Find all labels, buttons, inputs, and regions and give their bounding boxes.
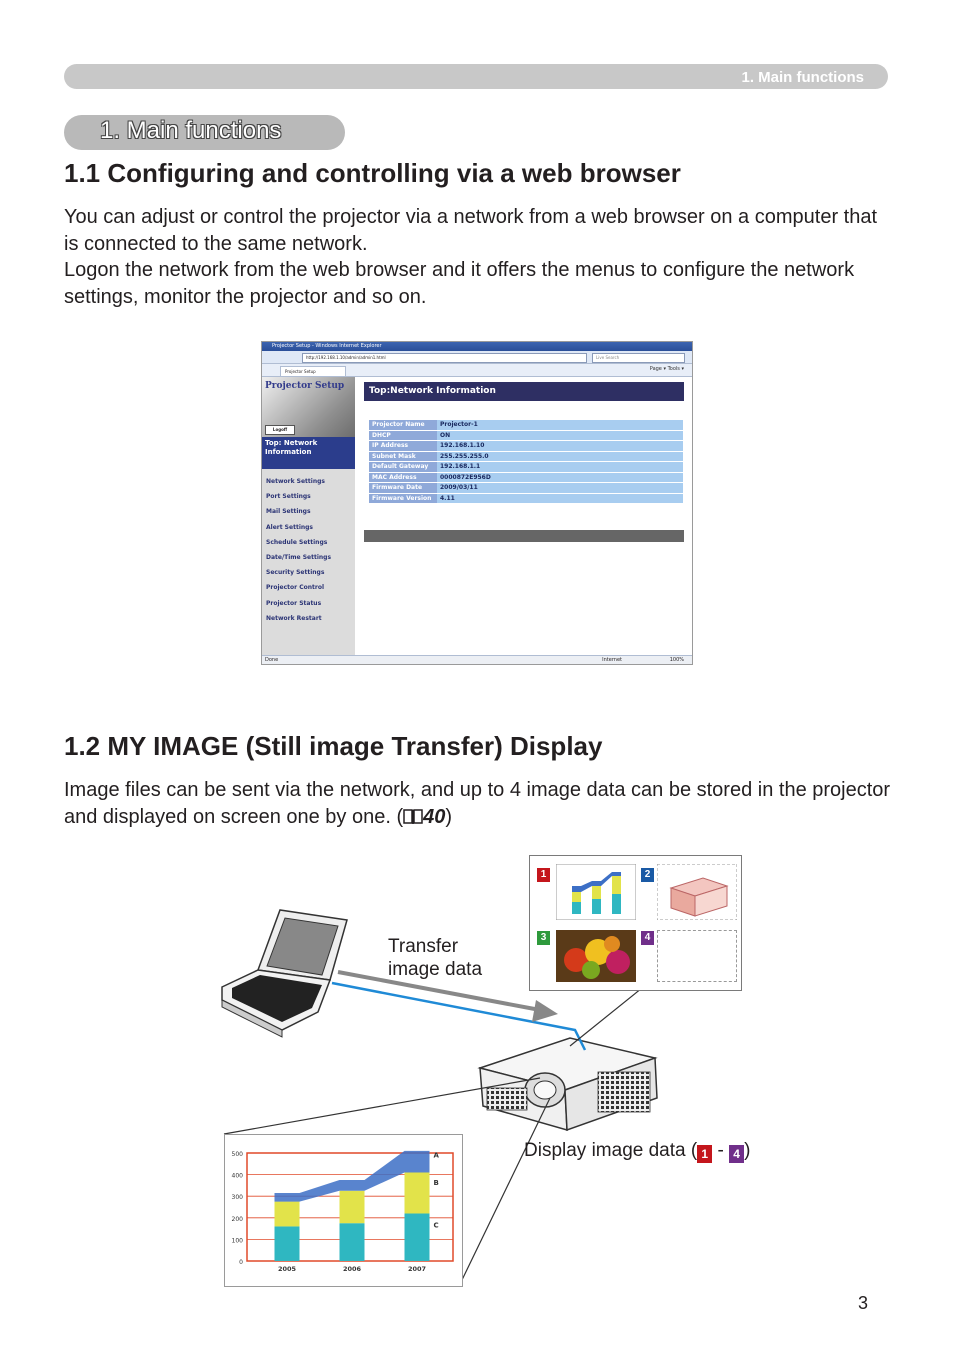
x-tick-label: 2007 <box>407 1265 427 1273</box>
bar-segment <box>405 1213 430 1261</box>
image-badge-1: 1 <box>537 868 550 882</box>
logoff-button: Logoff <box>265 425 295 435</box>
browser-sidebar <box>262 377 355 655</box>
status-zoom: 100% <box>669 657 684 663</box>
badge-separator: - <box>712 1140 730 1161</box>
y-tick-label: 300 <box>231 1194 243 1202</box>
main-panel-title: Top:Network Information <box>364 382 684 401</box>
sidebar-item: Alert Settings <box>266 523 314 531</box>
row-key: Projector Name <box>369 420 437 430</box>
browser-toolbar: Page ▾ Tools ▾ <box>649 366 684 372</box>
image-badge-3: 3 <box>537 931 550 945</box>
thumbnail-chart-image <box>556 864 636 920</box>
row-value: ON <box>437 431 683 441</box>
image-badge-2: 2 <box>641 868 654 882</box>
row-value: 2009/03/11 <box>437 483 683 493</box>
sidebar-item: Security Settings <box>266 569 325 577</box>
paragraph-1-1-a: You can adjust or control the projector via a network from a web browser on a computer that is connected to the same network. <box>64 206 878 255</box>
paragraph-1-1-b: Logon the network from the web browser and it offers the menus to configure the network settings, monitor the projector and so on. <box>64 259 855 308</box>
row-key: Firmware Date <box>369 483 437 493</box>
sidebar-menu <box>262 469 355 626</box>
running-header-title: 1. Main functions <box>741 69 864 86</box>
stored-images-panel <box>529 855 742 991</box>
status-zone: Internet <box>602 657 622 663</box>
empty-image-slot <box>657 930 737 982</box>
browser-search: Live Search <box>592 353 685 363</box>
row-value: 192.168.1.10 <box>437 441 683 451</box>
row-key: DHCP <box>369 431 437 441</box>
series-label: A <box>433 1151 439 1160</box>
browser-main-panel <box>364 382 684 542</box>
display-label <box>524 1139 750 1163</box>
y-tick-label: 100 <box>231 1237 243 1245</box>
transfer-label-line1: Transfer <box>388 936 459 957</box>
heading-1-1: 1.1 Configuring and controlling via a web browser <box>64 158 681 188</box>
transfer-diagram <box>0 840 954 1300</box>
projected-chart <box>225 1135 462 1286</box>
page-number: 3 <box>857 1293 868 1313</box>
row-key: Subnet Mask <box>369 452 437 462</box>
browser-tab-bar <box>262 364 692 377</box>
x-tick-label: 2005 <box>277 1265 297 1273</box>
table-row <box>369 441 683 451</box>
row-key: Firmware Version <box>369 494 437 504</box>
browser-screenshot <box>261 341 693 665</box>
bar-segment <box>275 1202 300 1227</box>
display-label-text: Display image data ( <box>524 1140 698 1161</box>
row-value: 255.255.255.0 <box>437 452 683 462</box>
row-key: IP Address <box>369 441 437 451</box>
thumbnail-fruit-image <box>556 930 636 982</box>
y-tick-label: 200 <box>231 1215 243 1223</box>
image-badge-4: 4 <box>641 931 654 945</box>
bar-segment <box>405 1172 430 1213</box>
sidebar-item: Network Restart <box>266 614 322 622</box>
paragraph-1-2-text: Image files can be sent via the network, and up to 4 image data can be stored in the projector and displayed on screen one by one. ( <box>64 779 891 828</box>
bar-segment <box>275 1226 300 1261</box>
x-tick-label: 2006 <box>342 1265 362 1273</box>
transfer-label <box>388 935 482 981</box>
row-value: 192.168.1.1 <box>437 462 683 472</box>
browser-title-bar: Projector Setup - Windows Internet Explorer <box>262 342 692 351</box>
browser-address-bar <box>262 351 692 364</box>
transfer-label-line2: image data <box>388 959 483 980</box>
bar-segment <box>340 1191 365 1223</box>
network-info-table <box>369 419 683 504</box>
sidebar-banner <box>262 377 355 437</box>
sidebar-item: Projector Status <box>266 599 322 607</box>
sidebar-active-item: Top: Network Information <box>262 437 355 469</box>
inline-badge-4: 4 <box>729 1145 744 1163</box>
sidebar-logo: Projector Setup <box>265 381 345 391</box>
series-label: C <box>433 1221 439 1230</box>
thumbnail-building-image <box>657 864 737 920</box>
browser-url: http://192.168.1.10/admin/admin1.html <box>302 353 587 363</box>
page-reference: 40 <box>423 805 446 828</box>
row-value: 0000872E956D <box>437 473 683 483</box>
display-label-close: ) <box>744 1140 751 1161</box>
row-value: Projector-1 <box>437 420 683 430</box>
inline-badge-1: 1 <box>697 1145 712 1163</box>
projection-line <box>570 988 642 1046</box>
sidebar-item: Projector Control <box>266 584 325 592</box>
row-key: MAC Address <box>369 473 437 483</box>
table-row <box>369 420 683 430</box>
browser-tab: Projector Setup <box>280 366 346 377</box>
heading-1-2: 1.2 MY IMAGE (Still image Transfer) Display <box>64 731 603 761</box>
sidebar-item: Mail Settings <box>266 508 311 516</box>
table-row <box>369 431 683 441</box>
y-tick-label: 0 <box>239 1259 243 1266</box>
sidebar-item: Date/Time Settings <box>266 553 332 561</box>
bar-segment <box>340 1223 365 1261</box>
status-text: Done <box>265 657 279 663</box>
table-row <box>369 452 683 462</box>
book-icon <box>403 808 423 826</box>
sidebar-item: Port Settings <box>266 493 311 501</box>
projected-chart-panel <box>224 1134 463 1287</box>
section-title: 1. Main functions <box>100 117 282 144</box>
paragraph-close: ) <box>445 805 453 828</box>
table-row <box>369 483 683 493</box>
table-row <box>369 462 683 472</box>
browser-status-bar <box>262 655 692 664</box>
sidebar-item: Network Settings <box>266 478 325 485</box>
y-tick-label: 500 <box>231 1151 243 1158</box>
y-tick-label: 400 <box>231 1172 243 1180</box>
paragraph-1-2 <box>64 777 894 830</box>
row-key: Default Gateway <box>369 462 437 472</box>
series-label: B <box>433 1178 439 1187</box>
main-panel-footer-band <box>364 530 684 542</box>
sidebar-item: Schedule Settings <box>266 538 328 546</box>
table-row <box>369 473 683 483</box>
table-row <box>369 494 683 504</box>
projection-line <box>461 1098 550 1282</box>
row-value: 4.11 <box>437 494 683 504</box>
laptop-icon <box>222 910 347 1037</box>
